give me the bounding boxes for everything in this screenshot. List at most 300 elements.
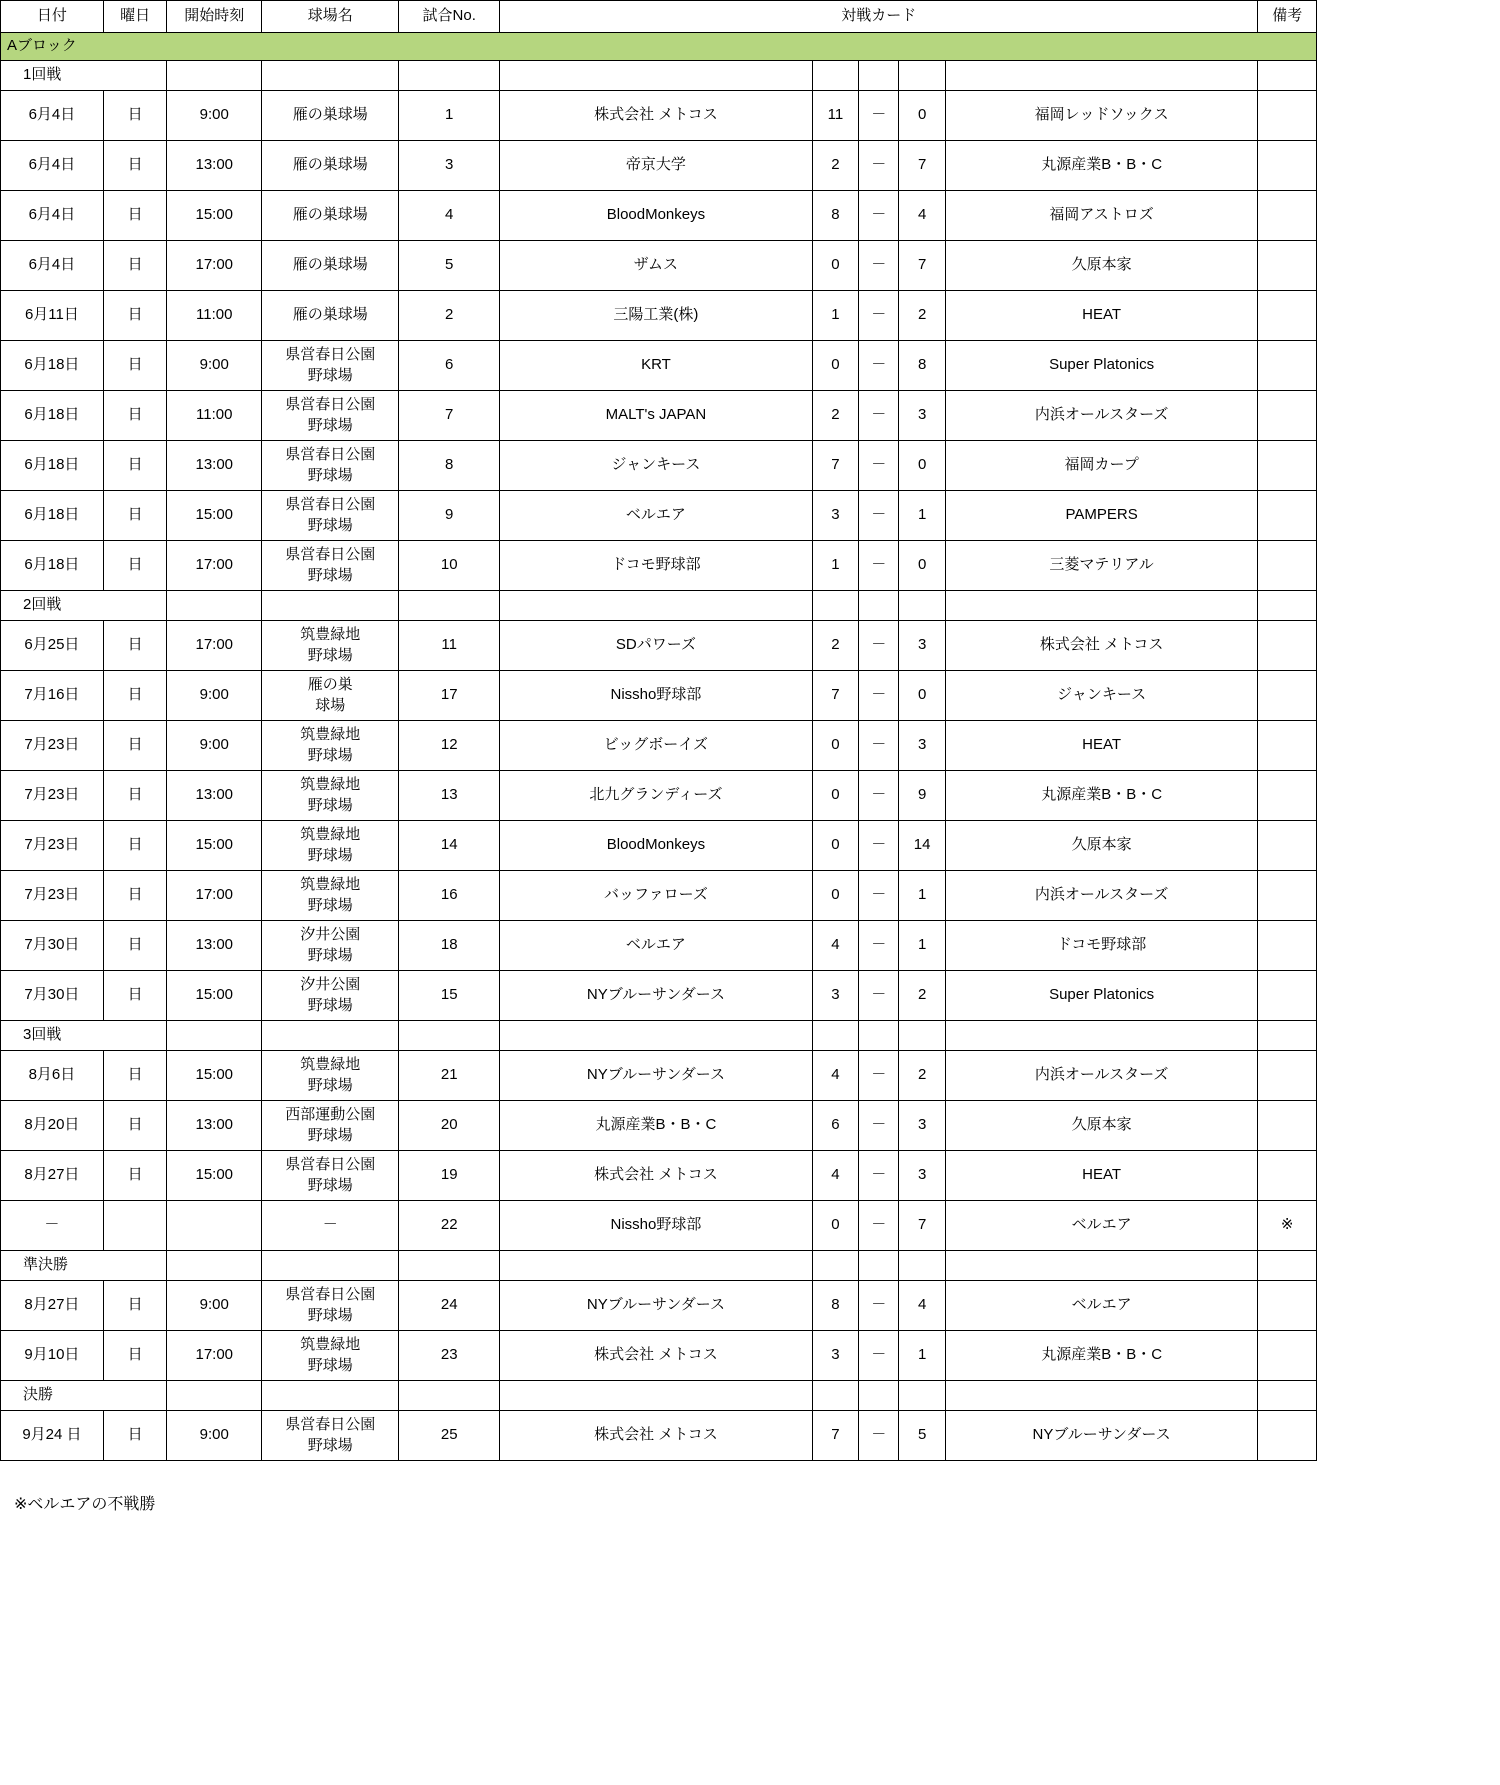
cell-day: 日 [103,671,167,721]
cell-away-team: 丸源産業B・B・C [945,1331,1258,1381]
round-header-row [1,1251,1317,1281]
cell-score-separator: － [859,821,899,871]
cell-home-score: 3 [812,1331,858,1381]
round-blank-cell [1258,591,1317,621]
cell-field: 西部運動公園 野球場 [262,1101,399,1151]
cell-home-team: 株式会社 メトコス [500,1331,813,1381]
cell-time: 15:00 [167,191,262,241]
cell-note [1258,621,1317,671]
table-row [1,291,1317,341]
cell-away-score: 0 [899,671,945,721]
cell-score-separator: － [859,771,899,821]
cell-note [1258,821,1317,871]
cell-home-score: 2 [812,621,858,671]
cell-home-score: 4 [812,921,858,971]
cell-date: 6月4日 [1,241,104,291]
cell-note [1258,1051,1317,1101]
cell-home-team: Nissho野球部 [500,1201,813,1251]
round-blank-cell [500,1381,813,1411]
cell-date: 6月25日 [1,621,104,671]
block-title: Aブロック [1,33,1317,61]
cell-field: 筑豊緑地 野球場 [262,771,399,821]
cell-field: 県営春日公園 野球場 [262,341,399,391]
header-date: 日付 [1,1,104,33]
cell-home-score: 0 [812,1201,858,1251]
cell-field: 県営春日公園 野球場 [262,441,399,491]
cell-home-team: 株式会社 メトコス [500,91,813,141]
cell-score-separator: － [859,1411,899,1461]
cell-note [1258,241,1317,291]
cell-game-no: 20 [399,1101,500,1151]
cell-note [1258,721,1317,771]
cell-game-no: 16 [399,871,500,921]
cell-day: 日 [103,441,167,491]
cell-note [1258,391,1317,441]
cell-day: 日 [103,1101,167,1151]
round-blank-cell [399,591,500,621]
cell-note [1258,1101,1317,1151]
table-row [1,1281,1317,1331]
cell-game-no: 4 [399,191,500,241]
cell-home-score: 0 [812,241,858,291]
round-header-row [1,1021,1317,1051]
cell-day: 日 [103,1331,167,1381]
table-header [1,1,1317,33]
cell-home-score: 11 [812,91,858,141]
round-header-row [1,61,1317,91]
round-blank-cell [859,1021,899,1051]
cell-away-team: Super Platonics [945,971,1258,1021]
cell-away-score: 5 [899,1411,945,1461]
round-blank-cell [262,1381,399,1411]
cell-field: 筑豊緑地 野球場 [262,721,399,771]
round-blank-cell [500,61,813,91]
cell-home-score: 7 [812,671,858,721]
round-blank-cell [1258,1251,1317,1281]
cell-away-score: 3 [899,1101,945,1151]
cell-day: 日 [103,871,167,921]
cell-time: 15:00 [167,491,262,541]
round-blank-cell [945,61,1258,91]
table-row [1,871,1317,921]
table-row [1,1151,1317,1201]
cell-day: 日 [103,921,167,971]
footnote: ※ベルエアの不戦勝 [14,1496,156,1513]
cell-score-separator: － [859,1331,899,1381]
table-row [1,921,1317,971]
cell-note [1258,1151,1317,1201]
cell-date: 7月23日 [1,821,104,871]
cell-score-separator: － [859,91,899,141]
cell-home-team: ザムス [500,241,813,291]
cell-date: 6月18日 [1,341,104,391]
cell-day: 日 [103,241,167,291]
cell-time: 13:00 [167,921,262,971]
round-blank-cell [167,591,262,621]
round-blank-cell [399,1381,500,1411]
cell-field: 雁の巣 球場 [262,671,399,721]
cell-score-separator: － [859,191,899,241]
cell-day: 日 [103,391,167,441]
cell-time: 9:00 [167,91,262,141]
cell-home-score: 2 [812,391,858,441]
round-blank-cell [812,1251,858,1281]
cell-away-score: 3 [899,721,945,771]
table-row [1,821,1317,871]
cell-field: 県営春日公園 野球場 [262,1411,399,1461]
cell-note [1258,491,1317,541]
table-row [1,191,1317,241]
cell-note [1258,871,1317,921]
table-row [1,391,1317,441]
round-blank-cell [399,1021,500,1051]
round-blank-cell [500,1251,813,1281]
round-blank-cell [859,1381,899,1411]
cell-day: 日 [103,291,167,341]
cell-home-team: 株式会社 メトコス [500,1151,813,1201]
cell-away-score: 4 [899,191,945,241]
cell-time: 11:00 [167,291,262,341]
cell-score-separator: － [859,621,899,671]
round-blank-cell [945,1381,1258,1411]
round-blank-cell [859,591,899,621]
cell-away-team: 株式会社 メトコス [945,621,1258,671]
round-blank-cell [945,1021,1258,1051]
cell-date: 6月4日 [1,91,104,141]
cell-away-score: 1 [899,1331,945,1381]
cell-away-team: 内浜オールスターズ [945,391,1258,441]
cell-time: 13:00 [167,771,262,821]
cell-date: 6月4日 [1,191,104,241]
table-row [1,971,1317,1021]
cell-time: 9:00 [167,671,262,721]
cell-time: 13:00 [167,441,262,491]
round-blank-cell [262,1021,399,1051]
round-blank-cell [399,1251,500,1281]
cell-home-score: 0 [812,821,858,871]
cell-date: 8月6日 [1,1051,104,1101]
cell-day: 日 [103,1411,167,1461]
cell-score-separator: － [859,291,899,341]
cell-field: 筑豊緑地 野球場 [262,1051,399,1101]
round-blank-cell [167,1381,262,1411]
cell-day: 日 [103,341,167,391]
cell-note [1258,671,1317,721]
cell-away-score: 2 [899,291,945,341]
round-blank-cell [262,1251,399,1281]
round-blank-cell [899,1021,945,1051]
cell-home-team: NYブルーサンダース [500,1281,813,1331]
cell-date: 6月18日 [1,541,104,591]
cell-home-team: BloodMonkeys [500,821,813,871]
cell-time: 11:00 [167,391,262,441]
cell-home-team: MALT's JAPAN [500,391,813,441]
cell-away-score: 1 [899,921,945,971]
table-row [1,621,1317,671]
cell-day: 日 [103,721,167,771]
cell-time: 15:00 [167,821,262,871]
cell-score-separator: － [859,1201,899,1251]
round-blank-cell [1258,61,1317,91]
table-row [1,1201,1317,1251]
cell-time: 13:00 [167,1101,262,1151]
cell-away-score: 1 [899,871,945,921]
cell-field: 雁の巣球場 [262,141,399,191]
cell-away-team: ドコモ野球部 [945,921,1258,971]
cell-home-team: 丸源産業B・B・C [500,1101,813,1151]
cell-away-team: 丸源産業B・B・C [945,141,1258,191]
cell-home-score: 4 [812,1151,858,1201]
cell-away-team: NYブルーサンダース [945,1411,1258,1461]
cell-date: 9月10日 [1,1331,104,1381]
cell-game-no: 6 [399,341,500,391]
cell-date: 7月23日 [1,871,104,921]
cell-time: 17:00 [167,241,262,291]
cell-away-team: 丸源産業B・B・C [945,771,1258,821]
cell-day [103,1201,167,1251]
cell-home-score: 0 [812,721,858,771]
cell-home-team: 北九グランディーズ [500,771,813,821]
cell-note [1258,91,1317,141]
round-blank-cell [1258,1381,1317,1411]
cell-date: 7月23日 [1,721,104,771]
cell-away-team: 福岡カープ [945,441,1258,491]
cell-time: 9:00 [167,721,262,771]
table-row [1,771,1317,821]
cell-field: 筑豊緑地 野球場 [262,621,399,671]
header-row [1,1,1317,33]
cell-score-separator: － [859,671,899,721]
cell-date: 8月27日 [1,1151,104,1201]
cell-note [1258,141,1317,191]
cell-note [1258,191,1317,241]
cell-note [1258,921,1317,971]
cell-home-score: 1 [812,541,858,591]
cell-home-team: ビッグボーイズ [500,721,813,771]
cell-away-score: 8 [899,341,945,391]
cell-score-separator: － [859,1051,899,1101]
cell-score-separator: － [859,1151,899,1201]
cell-score-separator: － [859,341,899,391]
round-blank-cell [167,61,262,91]
table-row [1,491,1317,541]
cell-note [1258,971,1317,1021]
cell-home-team: BloodMonkeys [500,191,813,241]
round-label-4: 準決勝 [1,1251,167,1281]
cell-date: 9月24 日 [1,1411,104,1461]
cell-game-no: 17 [399,671,500,721]
cell-away-team: HEAT [945,1151,1258,1201]
cell-date: 7月23日 [1,771,104,821]
round-label-2: 2回戦 [1,591,167,621]
cell-away-team: 内浜オールスターズ [945,1051,1258,1101]
cell-away-team: ベルエア [945,1201,1258,1251]
header-start-time: 開始時刻 [167,1,262,33]
cell-home-team: 三陽工業(株) [500,291,813,341]
cell-day: 日 [103,1151,167,1201]
round-header-row [1,1381,1317,1411]
cell-field: 雁の巣球場 [262,91,399,141]
cell-date: 6月18日 [1,391,104,441]
cell-note [1258,1281,1317,1331]
cell-day: 日 [103,191,167,241]
cell-game-no: 18 [399,921,500,971]
round-blank-cell [899,1251,945,1281]
cell-score-separator: － [859,971,899,1021]
cell-score-separator: － [859,391,899,441]
cell-field: 県営春日公園 野球場 [262,1281,399,1331]
cell-time: 17:00 [167,871,262,921]
cell-game-no: 1 [399,91,500,141]
cell-day: 日 [103,91,167,141]
cell-field: 県営春日公園 野球場 [262,391,399,441]
cell-day: 日 [103,491,167,541]
cell-time: 17:00 [167,1331,262,1381]
cell-game-no: 9 [399,491,500,541]
round-blank-cell [167,1251,262,1281]
cell-date: 7月30日 [1,971,104,1021]
cell-home-score: 6 [812,1101,858,1151]
table-row [1,671,1317,721]
round-blank-cell [899,61,945,91]
cell-field: 雁の巣球場 [262,241,399,291]
cell-time: 13:00 [167,141,262,191]
cell-note [1258,541,1317,591]
cell-home-score: 2 [812,141,858,191]
cell-date: 6月4日 [1,141,104,191]
round-blank-cell [899,591,945,621]
cell-away-score: 3 [899,1151,945,1201]
table-row [1,1051,1317,1101]
cell-away-team: ジャンキース [945,671,1258,721]
round-blank-cell [859,61,899,91]
cell-home-score: 4 [812,1051,858,1101]
cell-field: 筑豊緑地 野球場 [262,821,399,871]
round-blank-cell [262,591,399,621]
cell-away-score: 7 [899,241,945,291]
cell-home-score: 3 [812,971,858,1021]
cell-time: 9:00 [167,1281,262,1331]
cell-score-separator: － [859,241,899,291]
cell-game-no: 2 [399,291,500,341]
cell-field: 汐井公園 野球場 [262,921,399,971]
cell-date: 6月18日 [1,441,104,491]
table-row [1,541,1317,591]
cell-home-score: 7 [812,1411,858,1461]
cell-note [1258,771,1317,821]
cell-away-team: PAMPERS [945,491,1258,541]
cell-time: 15:00 [167,1151,262,1201]
cell-game-no: 12 [399,721,500,771]
cell-away-score: 0 [899,91,945,141]
cell-date: 7月16日 [1,671,104,721]
round-label-3: 3回戦 [1,1021,167,1051]
cell-time: 15:00 [167,971,262,1021]
cell-day: 日 [103,821,167,871]
cell-score-separator: － [859,541,899,591]
cell-home-score: 8 [812,191,858,241]
cell-game-no: 15 [399,971,500,1021]
cell-away-score: 4 [899,1281,945,1331]
cell-away-team: HEAT [945,721,1258,771]
table-row [1,441,1317,491]
cell-game-no: 21 [399,1051,500,1101]
cell-home-team: 株式会社 メトコス [500,1411,813,1461]
cell-note [1258,341,1317,391]
round-blank-cell [812,1021,858,1051]
round-blank-cell [262,61,399,91]
cell-field: 雁の巣球場 [262,191,399,241]
cell-away-team: 福岡レッドソックス [945,91,1258,141]
cell-home-score: 0 [812,771,858,821]
cell-day: 日 [103,1281,167,1331]
cell-game-no: 13 [399,771,500,821]
header-matchup: 対戦カード [500,1,1258,33]
table-row [1,341,1317,391]
cell-away-score: 0 [899,441,945,491]
cell-away-team: 福岡アストロズ [945,191,1258,241]
cell-note [1258,1411,1317,1461]
cell-home-score: 0 [812,341,858,391]
cell-home-score: 0 [812,871,858,921]
cell-date: － [1,1201,104,1251]
cell-day: 日 [103,971,167,1021]
cell-field: 雁の巣球場 [262,291,399,341]
cell-field: 県営春日公園 野球場 [262,1151,399,1201]
cell-away-team: 三菱マテリアル [945,541,1258,591]
cell-field: 筑豊緑地 野球場 [262,1331,399,1381]
cell-date: 7月30日 [1,921,104,971]
round-blank-cell [945,591,1258,621]
header-game-no: 試合No. [399,1,500,33]
cell-away-team: 久原本家 [945,241,1258,291]
cell-game-no: 3 [399,141,500,191]
cell-field: 筑豊緑地 野球場 [262,871,399,921]
cell-home-team: NYブルーサンダース [500,971,813,1021]
cell-score-separator: － [859,491,899,541]
cell-home-score: 8 [812,1281,858,1331]
cell-score-separator: － [859,871,899,921]
cell-note [1258,291,1317,341]
round-label-5: 決勝 [1,1381,167,1411]
table-row [1,91,1317,141]
cell-away-score: 7 [899,141,945,191]
round-blank-cell [812,61,858,91]
cell-home-team: ベルエア [500,491,813,541]
cell-score-separator: － [859,921,899,971]
cell-day: 日 [103,771,167,821]
header-note: 備考 [1258,1,1317,33]
cell-field: 県営春日公園 野球場 [262,491,399,541]
round-label-1: 1回戦 [1,61,167,91]
round-blank-cell [945,1251,1258,1281]
cell-away-score: 2 [899,1051,945,1101]
cell-home-team: ドコモ野球部 [500,541,813,591]
cell-away-score: 14 [899,821,945,871]
cell-date: 6月18日 [1,491,104,541]
table-row [1,1411,1317,1461]
cell-game-no: 11 [399,621,500,671]
cell-home-team: 帝京大学 [500,141,813,191]
round-blank-cell [500,1021,813,1051]
cell-time: 9:00 [167,341,262,391]
cell-home-score: 1 [812,291,858,341]
cell-field: 汐井公園 野球場 [262,971,399,1021]
cell-score-separator: － [859,141,899,191]
round-blank-cell [500,591,813,621]
cell-home-score: 7 [812,441,858,491]
cell-date: 8月20日 [1,1101,104,1151]
